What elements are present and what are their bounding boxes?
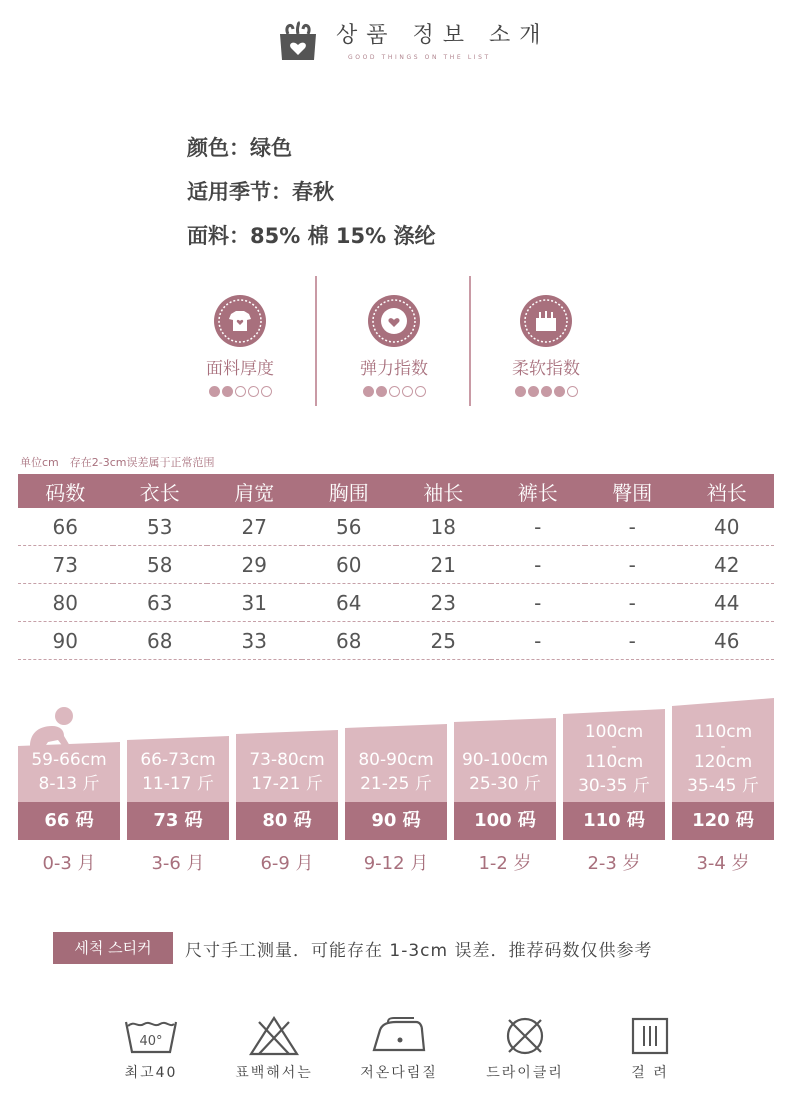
- feature-divider: [315, 276, 317, 406]
- table-note: 单位cm 存在2-3cm误差属于正常范围: [20, 456, 215, 469]
- weight-range: 21-25 斤: [360, 774, 432, 794]
- age-range: 0-3 月: [42, 853, 96, 874]
- height-range-top: 100cm: [584, 722, 644, 742]
- table-header-cell: 衣长: [113, 474, 208, 508]
- care-item: [219, 1016, 329, 1082]
- care-label: 저온다림질: [360, 1065, 438, 1081]
- table-header-row: [18, 474, 774, 508]
- info-color: 颜色：绿色: [187, 136, 292, 160]
- care-label: 드라이클리: [486, 1065, 564, 1081]
- table-cell: -: [585, 622, 680, 660]
- feature-label: 弹力指数: [360, 359, 428, 379]
- rating-dot-empty: [248, 386, 259, 397]
- range-dash: -: [611, 739, 617, 755]
- size-code: 110 码: [563, 802, 665, 840]
- table-cell: -: [585, 584, 680, 622]
- table-cell: 68: [113, 622, 208, 660]
- table-cell: 56: [302, 508, 397, 546]
- table-row: [18, 584, 774, 622]
- table-row: [18, 622, 774, 660]
- table-row: [18, 546, 774, 584]
- height-range: 73-80cm: [249, 750, 325, 770]
- size-range: [672, 720, 774, 798]
- table-cell: 29: [207, 546, 302, 584]
- age-range: 2-3 岁: [587, 853, 641, 874]
- table-cell: 33: [207, 622, 302, 660]
- size-range: [236, 748, 338, 796]
- table-cell: 42: [680, 546, 775, 584]
- feature-softness: [471, 294, 621, 400]
- table-row: [18, 508, 774, 546]
- size-range: [454, 748, 556, 796]
- age-range: 3-4 岁: [696, 853, 750, 874]
- height-range: 90-100cm: [461, 750, 549, 770]
- rating-dot-empty: [389, 386, 400, 397]
- cake-icon: [519, 294, 573, 348]
- table-cell: -: [491, 584, 586, 622]
- rating-dot-empty: [567, 386, 578, 397]
- care-label: 표백해서는: [235, 1065, 313, 1081]
- rating-dot-filled: [541, 386, 552, 397]
- no-dryclean-icon: [503, 1016, 547, 1056]
- table-header-cell: 臀围: [585, 474, 680, 508]
- range-dash: -: [720, 739, 726, 755]
- care-label: 최고40: [124, 1065, 178, 1081]
- hang-dry-icon: [630, 1016, 670, 1056]
- table-cell: 63: [113, 584, 208, 622]
- table-header-cell: 袖长: [396, 474, 491, 508]
- care-item: [595, 1016, 705, 1082]
- table-header-cell: 胸围: [302, 474, 397, 508]
- rating-dot-filled: [209, 386, 220, 397]
- rating-dot-empty: [235, 386, 246, 397]
- size-code: 90 码: [345, 802, 447, 840]
- table-cell: 25: [396, 622, 491, 660]
- page-subtitle: GOOD THINGS ON THE LIST: [348, 54, 491, 61]
- info-fabric: 面料：85% 棉 15% 涤纶: [187, 224, 436, 248]
- weight-range: 25-30 斤: [469, 774, 541, 794]
- feature-elasticity: [319, 294, 469, 400]
- rating-dot-filled: [515, 386, 526, 397]
- size-range: [563, 720, 665, 798]
- size-code: 120 码: [672, 802, 774, 840]
- size-range: [345, 748, 447, 796]
- table-header-cell: 码数: [18, 474, 113, 508]
- rating-dot-filled: [528, 386, 539, 397]
- table-cell: -: [491, 508, 586, 546]
- wash-temp-text: 40°: [139, 1034, 163, 1049]
- size-code: 100 码: [454, 802, 556, 840]
- rating-dot-filled: [363, 386, 374, 397]
- measurement-note: 尺寸手工测量．可能存在 1-3cm 误差．推荐码数仅供参考: [185, 941, 653, 961]
- size-range: [127, 748, 229, 796]
- table-cell: 31: [207, 584, 302, 622]
- table-cell: -: [585, 546, 680, 584]
- table-cell: 40: [680, 508, 775, 546]
- table-header-cell: 裤长: [491, 474, 586, 508]
- table-cell: 64: [302, 584, 397, 622]
- table-cell: -: [491, 622, 586, 660]
- table-cell: -: [491, 546, 586, 584]
- rating-dots: [319, 386, 469, 400]
- rating-dot-empty: [402, 386, 413, 397]
- care-label: 걸 려: [631, 1065, 669, 1081]
- table-cell: 44: [680, 584, 775, 622]
- rating-dot-empty: [415, 386, 426, 397]
- age-range: 6-9 月: [260, 853, 314, 874]
- low-iron-icon: [370, 1016, 428, 1056]
- age-range: 9-12 月: [363, 853, 429, 874]
- table-cell: 18: [396, 508, 491, 546]
- rating-dot-filled: [376, 386, 387, 397]
- weight-range: 11-17 斤: [142, 774, 214, 794]
- height-range-bottom: 110cm: [584, 752, 644, 772]
- rating-dot-filled: [554, 386, 565, 397]
- table-cell: 46: [680, 622, 775, 660]
- wash-sticker-badge: 세척 스티커: [53, 932, 173, 964]
- height-range: 80-90cm: [358, 750, 434, 770]
- care-item: [344, 1016, 454, 1082]
- no-bleach-icon: [249, 1016, 299, 1056]
- table-cell: 90: [18, 622, 113, 660]
- height-range: 66-73cm: [140, 750, 216, 770]
- feature-label: 柔软指数: [512, 359, 580, 379]
- age-range: 3-6 月: [151, 853, 205, 874]
- size-range: [18, 748, 120, 796]
- info-season: 适用季节：春秋: [187, 180, 334, 204]
- table-cell: 73: [18, 546, 113, 584]
- table-cell: 60: [302, 546, 397, 584]
- shop-logo-icon: [278, 20, 318, 60]
- table-header-cell: 裆长: [680, 474, 775, 508]
- table-cell: 27: [207, 508, 302, 546]
- tshirt-icon: [213, 294, 267, 348]
- weight-range: 30-35 斤: [578, 776, 650, 796]
- care-item: [96, 1016, 206, 1082]
- table-cell: 23: [396, 584, 491, 622]
- table-cell: 53: [113, 508, 208, 546]
- rating-dot-filled: [222, 386, 233, 397]
- table-cell: 68: [302, 622, 397, 660]
- heart-icon: [367, 294, 421, 348]
- crawling-baby-icon: [24, 706, 80, 750]
- size-table: [18, 474, 774, 660]
- weight-range: 35-45 斤: [687, 776, 759, 796]
- size-code: 80 码: [236, 802, 338, 840]
- table-cell: 21: [396, 546, 491, 584]
- height-range-bottom: 120cm: [693, 752, 753, 772]
- rating-dot-empty: [261, 386, 272, 397]
- table-header-cell: 肩宽: [207, 474, 302, 508]
- table-cell: 58: [113, 546, 208, 584]
- height-range-top: 110cm: [693, 722, 753, 742]
- page-title: 상품 정보 소개: [336, 23, 550, 48]
- table-cell: 66: [18, 508, 113, 546]
- weight-range: 17-21 斤: [251, 774, 323, 794]
- age-range: 1-2 岁: [478, 853, 532, 874]
- care-item: [470, 1016, 580, 1082]
- feature-label: 面料厚度: [206, 359, 274, 379]
- size-code: 73 码: [127, 802, 229, 840]
- rating-dots: [165, 386, 315, 400]
- size-code: 66 码: [18, 802, 120, 840]
- height-range: 59-66cm: [31, 750, 107, 770]
- table-cell: -: [585, 508, 680, 546]
- rating-dots: [471, 386, 621, 400]
- weight-range: 8-13 斤: [38, 774, 100, 794]
- wash-40-icon: [124, 1016, 178, 1056]
- feature-thickness: [165, 294, 315, 400]
- table-cell: 80: [18, 584, 113, 622]
